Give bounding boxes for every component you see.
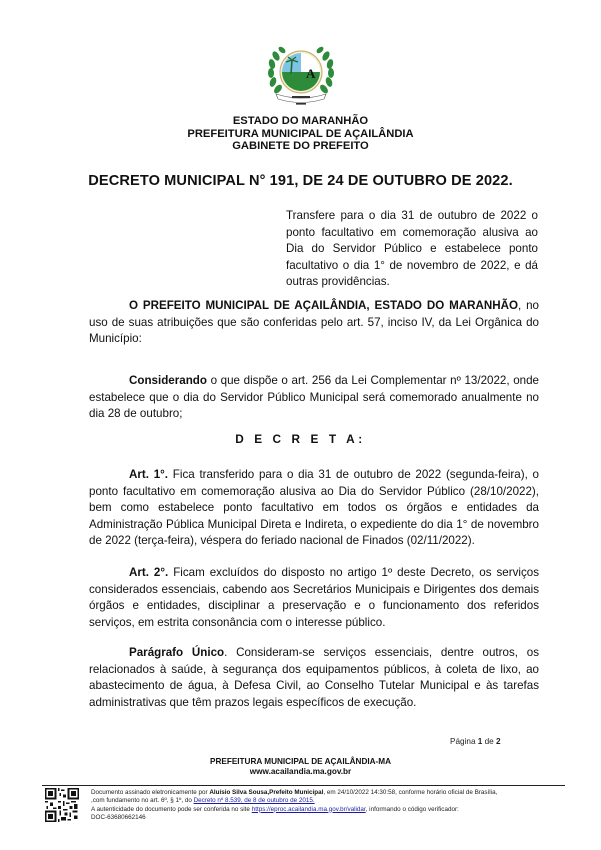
page-footer (0, 757, 601, 777)
article-2-label: Art. 2°. (129, 566, 169, 579)
svg-text:A: A (306, 66, 316, 81)
considerando-label: Considerando (129, 374, 207, 387)
page-number (450, 737, 501, 746)
municipal-coat-of-arms-logo (262, 38, 340, 108)
page-separator: de (482, 737, 497, 746)
state-name: ESTADO DO MARANHÃO (232, 115, 369, 127)
preamble-text: , no uso de suas atribuições que são conferidas pelo art. 57, inciso IV, da Lei Orgânica do Município: (89, 299, 539, 346)
preamble-subject: O PREFEITO MUNICIPAL DE AÇAILÂNDIA, ESTADO DO MARANHÃO (129, 299, 518, 312)
office-name: GABINETE DO PREFEITO (232, 140, 369, 152)
prefecture-name: PREFEITURA MUNICIPAL DE AÇAILÂNDIA (187, 127, 414, 140)
article-1-text: Fica transferido para o dia 31 de outubro de 2022 (segunda-feira), o ponto facultativo em comemoração alusiva ao Dia do Servidor Público (28/10/2022), bem como estabelece ponto facultativo em todos os órgãos e entidades da Administração Pública Municipal Direta e Indireta, o expediente do dia 1° de novembro de 2022 (terça-feira), véspera do feriado nacional de Finados (02/11/2022). (89, 468, 539, 548)
page-current: 1 (477, 737, 483, 746)
signature-line-3: A autenticidade do documento pode ser conferida no site https://eproc.acailandia.ma.gov.br/validar, informando o código verificador: (91, 805, 459, 813)
page-total: 2 (496, 737, 501, 746)
page-prefix: Página (450, 737, 478, 746)
signature-line-2: ,com fundamento no art. 6º, § 1º, do Decreto nº 8.539, de 8 de outubro de 2015. (91, 797, 315, 805)
considerando-text: o que dispõe o art. 256 da Lei Complementar nº 13/2022, onde estabelece que o dia do Servidor Público Municipal será comemorado anualmente no dia 28 de outubro; (89, 374, 539, 421)
document-code: DOC-63680662146 (91, 813, 146, 821)
signer-role: ,Prefeito Municipal (267, 789, 324, 796)
article-1 (89, 467, 539, 550)
preamble-paragraph (89, 298, 539, 348)
decree-title: DECRETO MUNICIPAL N° 191, DE 24 DE OUTUBRO DE 2022. (88, 173, 513, 189)
decree-summary: Transfere para o dia 31 de outubro de 2022 o ponto facultativo em comemoração alusiva ao Dia do Servidor Público e estabelece ponto facultativo o dia 1° de novembro de 2022, e dá outras providências. (286, 209, 538, 289)
footer-org-name: PREFEITURA MUNICIPAL DE AÇAILÂNDIA-MA (209, 757, 392, 766)
signer-name: Aluísio Silva Sousa (209, 789, 268, 796)
sole-paragraph-text: . Consideram-se serviços essenciais, dentre outros, os relacionados à saúde, à segurança dos equipamentos públicos, à coleta de lixo, ao abastecimento de água, à Defesa Civil, ao Conselho Tutelar Municipal e às tarefas administrativas que têm prazos legais específicos de execução. (89, 646, 539, 709)
electronic-signature-note (91, 789, 591, 822)
decree-link[interactable]: Decreto nº 8.539, de 8 de outubro de 2015. (193, 797, 315, 805)
validation-link[interactable]: https://eproc.acailandia.ma.gov.br/validar (251, 805, 366, 813)
sole-paragraph (89, 645, 539, 711)
sole-paragraph-label: Parágrafo Único (129, 646, 225, 659)
qr-code-icon[interactable] (45, 788, 79, 822)
article-1-label: Art. 1°. (129, 468, 169, 481)
letterhead (0, 115, 601, 153)
article-2 (89, 565, 539, 631)
signature-line-1: Documento assinado eletronicamente por Aluísio Silva Sousa,Prefeito Municipal, em 24/10/2022 14:30:58, conforme horário oficial de Brasília, (91, 789, 498, 796)
decreta-heading: D E C R E T A: (235, 432, 366, 446)
footer-website: www.acailandia.ma.gov.br (249, 767, 352, 776)
considerando-paragraph (89, 373, 539, 423)
signature-divider (42, 785, 565, 786)
article-2-text: Ficam excluídos do disposto no artigo 1º deste Decreto, os serviços considerados essenciais, cabendo aos Secretários Municipais e Dirigentes dos demais órgãos e entidades, disciplinar a preservação e o funcionamento dos referidos serviços, em estrita consonância com o interesse público. (89, 566, 539, 629)
